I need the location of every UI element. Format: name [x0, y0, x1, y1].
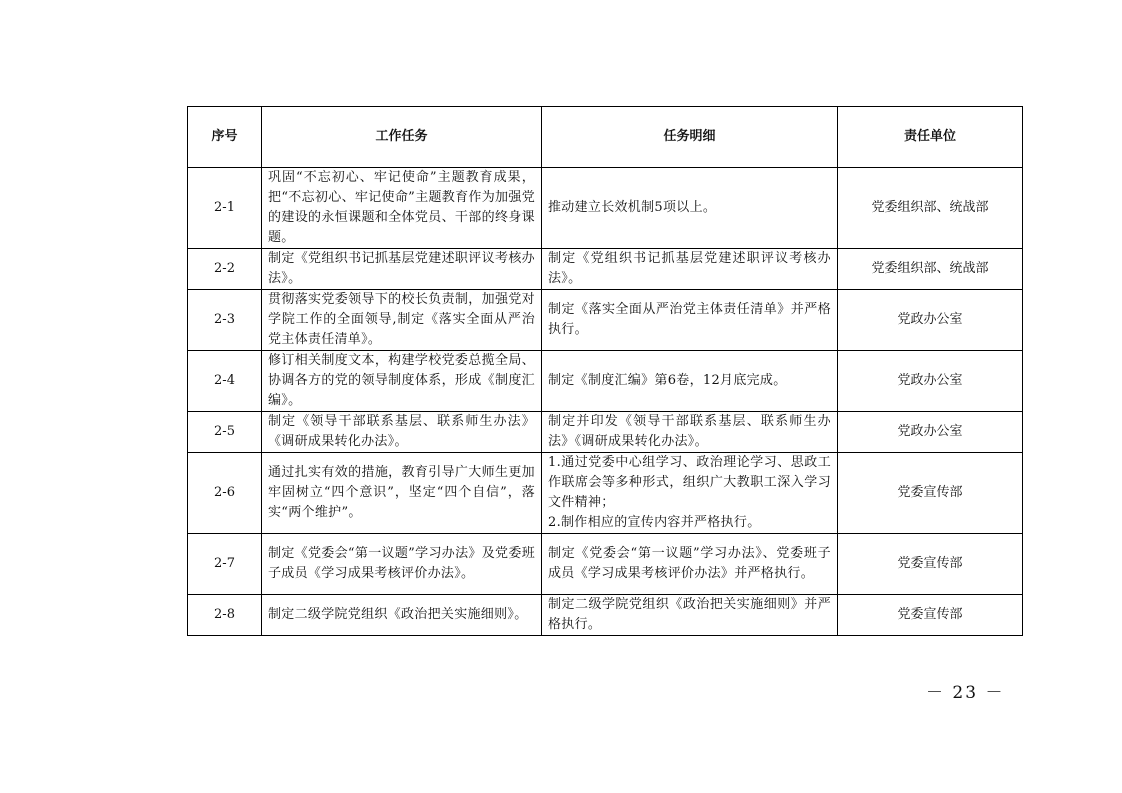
- page-number: － 23 －: [926, 683, 1005, 703]
- table-row: [188, 534, 1023, 595]
- table-header-row: [188, 107, 1023, 168]
- cell-detail: 制定二级学院党组织《政治把关实施细则》并严格执行。: [542, 595, 838, 636]
- cell-no: 2-6: [188, 453, 262, 534]
- header-detail: 任务明细: [542, 107, 838, 168]
- cell-unit: 党委宣传部: [838, 453, 1023, 534]
- cell-no: 2-1: [188, 168, 262, 249]
- table-row: [188, 168, 1023, 249]
- cell-unit: 党政办公室: [838, 351, 1023, 412]
- cell-unit: 党委宣传部: [838, 534, 1023, 595]
- cell-task: 修订相关制度文本，构建学校党委总揽全局、协调各方的党的领导制度体系，形成《制度汇编》。: [262, 351, 542, 412]
- cell-detail: 1.通过党委中心组学习、政治理论学习、思政工作联席会等多种形式，组织广大教职工深入学习文件精神； 2.制作相应的宣传内容并严格执行。: [542, 453, 838, 534]
- cell-detail: 制定《制度汇编》第6卷，12月底完成。: [542, 351, 838, 412]
- cell-no: 2-3: [188, 290, 262, 351]
- cell-task: 巩固“不忘初心、牢记使命”主题教育成果，把“不忘初心、牢记使命”主题教育作为加强党的建设的永恒课题和全体党员、干部的终身课题。: [262, 168, 542, 249]
- table-row: [188, 290, 1023, 351]
- cell-no: 2-5: [188, 412, 262, 453]
- cell-unit: 党政办公室: [838, 412, 1023, 453]
- cell-task: 制定《党组织书记抓基层党建述职评议考核办法》。: [262, 249, 542, 290]
- header-unit: 责任单位: [838, 107, 1023, 168]
- cell-task: 贯彻落实党委领导下的校长负责制，加强党对学院工作的全面领导,制定《落实全面从严治党主体责任清单》。: [262, 290, 542, 351]
- cell-task: 制定《党委会“第一议题”学习办法》及党委班子成员《学习成果考核评价办法》。: [262, 534, 542, 595]
- cell-unit: 党政办公室: [838, 290, 1023, 351]
- cell-task: 制定二级学院党组织《政治把关实施细则》。: [262, 595, 542, 636]
- header-no: 序号: [188, 107, 262, 168]
- cell-detail: 推动建立长效机制5项以上。: [542, 168, 838, 249]
- table-row: [188, 595, 1023, 636]
- cell-detail: 制定《党委会“第一议题”学习办法》、党委班子成员《学习成果考核评价办法》并严格执行。: [542, 534, 838, 595]
- task-table: [187, 106, 1023, 636]
- table-row: [188, 249, 1023, 290]
- cell-task: 通过扎实有效的措施，教育引导广大师生更加牢固树立“四个意识”，坚定“四个自信”，落实“两个维护”。: [262, 453, 542, 534]
- cell-no: 2-4: [188, 351, 262, 412]
- table-body: [188, 168, 1023, 636]
- table-row: [188, 412, 1023, 453]
- cell-detail: 制定《党组织书记抓基层党建述职评议考核办法》。: [542, 249, 838, 290]
- cell-no: 2-7: [188, 534, 262, 595]
- cell-no: 2-2: [188, 249, 262, 290]
- cell-detail: 制定《落实全面从严治党主体责任清单》并严格执行。: [542, 290, 838, 351]
- table-row: [188, 351, 1023, 412]
- cell-unit: 党委组织部、统战部: [838, 168, 1023, 249]
- cell-unit: 党委组织部、统战部: [838, 249, 1023, 290]
- header-task: 工作任务: [262, 107, 542, 168]
- cell-unit: 党委宣传部: [838, 595, 1023, 636]
- cell-detail: 制定并印发《领导干部联系基层、联系师生办法》《调研成果转化办法》。: [542, 412, 838, 453]
- cell-no: 2-8: [188, 595, 262, 636]
- cell-task: 制定《领导干部联系基层、联系师生办法》《调研成果转化办法》。: [262, 412, 542, 453]
- table-row: [188, 453, 1023, 534]
